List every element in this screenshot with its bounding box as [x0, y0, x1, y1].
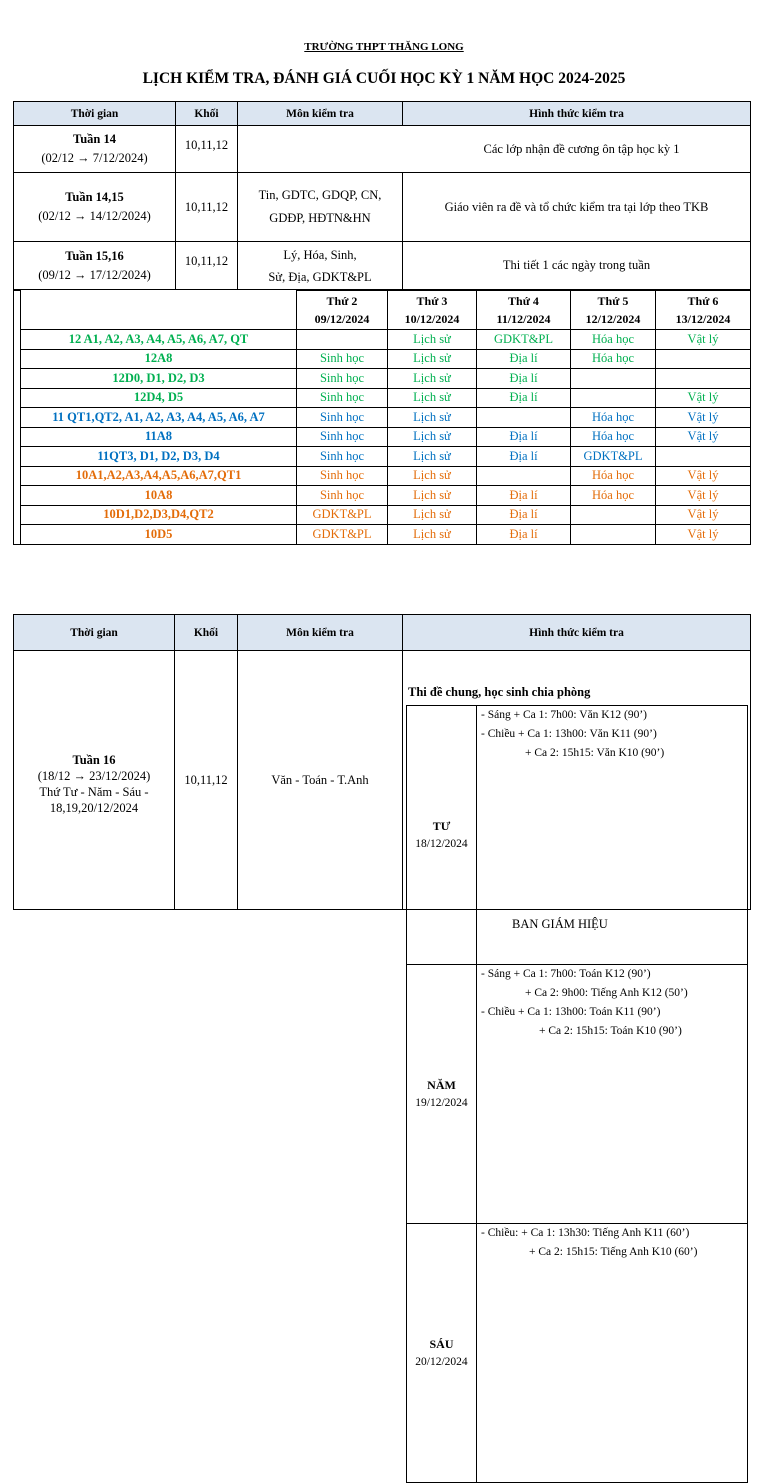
subject-cell: Vật lý [656, 408, 751, 428]
session-day-name: SÁU [429, 1337, 454, 1351]
subject-cell: Địa lí [477, 525, 571, 545]
session-row [407, 965, 748, 1224]
table-row [14, 427, 751, 447]
subject-cell: Vật lý [656, 486, 751, 506]
subject-cell: Sinh học [297, 427, 388, 447]
blank-cell [14, 291, 21, 330]
subject-cell: Lịch sử [388, 408, 477, 428]
session-table [406, 705, 748, 1483]
subject-cell: Lịch sử [388, 330, 477, 350]
session-row [407, 1224, 748, 1483]
day-name: Thứ 3 [416, 294, 448, 308]
subject-cell: Địa lí [477, 427, 571, 447]
blank-cell [14, 408, 21, 428]
subject-cell: GDKT&PL [477, 330, 571, 350]
day-date: 10/12/2024 [404, 312, 460, 326]
day-header [656, 291, 751, 330]
subject-cell [571, 369, 656, 389]
week16-row [14, 651, 751, 910]
header-form: Hình thức kiểm tra [403, 102, 751, 126]
day-header [571, 291, 656, 330]
day-header [297, 291, 388, 330]
subject-line: Sử, Địa, GDKT&PL [268, 269, 372, 284]
class-name: 12D4, D5 [21, 388, 297, 408]
grade-cell: 10,11,12 [176, 242, 238, 290]
table-row [14, 486, 751, 506]
subject-cell [571, 505, 656, 525]
blank-cell [14, 486, 21, 506]
subject-cell: Địa lí [477, 505, 571, 525]
subject-cell [477, 466, 571, 486]
session-line: + Ca 2: 15h15: Tiếng Anh K10 (60’) [529, 1246, 698, 1258]
session-day-name: NĂM [427, 1078, 456, 1092]
subject-cell: Lịch sử [388, 369, 477, 389]
week16-time-cell [14, 651, 175, 910]
subject-cell: Vật lý [656, 330, 751, 350]
day-date: 11/12/2024 [496, 312, 551, 326]
week-days: Thứ Tư - Năm - Sáu - [39, 785, 149, 799]
subject-cell: GDKT&PL [297, 505, 388, 525]
subject-cell: Vật lý [656, 505, 751, 525]
subject-cell [297, 330, 388, 350]
session-day [407, 1224, 477, 1483]
subject-cell [477, 408, 571, 428]
subject-cell: GDKT&PL [297, 525, 388, 545]
subject-cell: Vật lý [656, 525, 751, 545]
class-name: 11A8 [21, 427, 297, 447]
subject-cell: Địa lí [477, 447, 571, 467]
session-line: + Ca 2: 9h00: Tiếng Anh K12 (50’) [525, 987, 688, 999]
week-cell [14, 242, 176, 290]
class-name: 12 A1, A2, A3, A4, A5, A6, A7, QT [21, 330, 297, 350]
subject-cell: Văn - Toán - T.Anh [238, 651, 403, 910]
class-name: 10D1,D2,D3,D4,QT2 [21, 505, 297, 525]
day-date: 12/12/2024 [585, 312, 641, 326]
subject-cell: Lịch sử [388, 505, 477, 525]
week-label: Tuần 16 [72, 753, 116, 767]
subject-cell: Địa lí [477, 486, 571, 506]
session-day [407, 965, 477, 1224]
subject-cell: Địa lí [477, 369, 571, 389]
week-row [14, 173, 751, 242]
week-row [14, 126, 751, 173]
subject-cell: Lịch sử [388, 486, 477, 506]
subject-cell: Sinh học [297, 349, 388, 369]
page-title: LỊCH KIỂM TRA, ĐÁNH GIÁ CUỐI HỌC KỲ 1 NĂM HỌC 2024-2025 [142, 70, 626, 87]
grade-cell: 10,11,12 [176, 173, 238, 242]
subject-cell: Vật lý [656, 466, 751, 486]
blank-cell [14, 388, 21, 408]
table-row [14, 408, 751, 428]
day-header [388, 291, 477, 330]
subject-cell: Sinh học [297, 486, 388, 506]
class-name: 12A8 [21, 349, 297, 369]
class-name: 10A1,A2,A3,A4,A5,A6,A7,QT1 [21, 466, 297, 486]
class-rows [14, 330, 751, 545]
subject-cell: Sinh học [297, 369, 388, 389]
subject-cell: Hóa học [571, 330, 656, 350]
session-line: + Ca 2: 15h15: Toán K10 (90’) [539, 1025, 682, 1037]
subject-cell [238, 242, 403, 290]
session-day-date: 19/12/2024 [415, 1097, 468, 1109]
week-label: Tuần 14,15 [65, 190, 124, 204]
blank-cell [14, 447, 21, 467]
subject-cell [656, 369, 751, 389]
subject-cell: Sinh học [297, 447, 388, 467]
subject-cell: Sinh học [297, 466, 388, 486]
session-lines [477, 965, 748, 1224]
table-row [14, 447, 751, 467]
subject-line: Lý, Hóa, Sinh, [283, 247, 357, 262]
week-label: Tuần 15,16 [65, 248, 124, 263]
header-time: Thời gian [14, 615, 175, 651]
week-range: (02/12 → 14/12/2024) [38, 209, 151, 223]
subject-cell: Hóa học [571, 408, 656, 428]
subject-cell: Sinh học [297, 388, 388, 408]
day-name: Thứ 4 [508, 294, 539, 308]
class-schedule-table [13, 290, 751, 545]
day-name: Thứ 5 [597, 294, 629, 308]
session-day-date: 20/12/2024 [415, 1356, 468, 1368]
subject-cell: Lịch sử [388, 447, 477, 467]
blank-cell [14, 505, 21, 525]
subject-cell: Sinh học [297, 408, 388, 428]
blank-cell [14, 525, 21, 545]
table-row [14, 505, 751, 525]
subject-cell: Hóa học [571, 349, 656, 369]
session-line: + Ca 2: 15h15: Văn K10 (90’) [525, 747, 665, 759]
blank-cell [14, 427, 21, 447]
signature-label: BAN GIÁM HIỆU [512, 917, 608, 931]
blank-cell [14, 330, 21, 350]
blank-cell [14, 349, 21, 369]
day-header-row [14, 291, 751, 330]
blank-cell [14, 466, 21, 486]
session-line: - Chiều + Ca 1: 13h00: Văn K11 (90’) [481, 728, 657, 740]
form-title: Thi đề chung, học sinh chia phòng [408, 685, 591, 699]
week-range: (18/12 → 23/12/2024) [37, 769, 151, 783]
week-range: (02/12 → 7/12/2024) [41, 151, 148, 165]
session-day-name: TƯ [432, 819, 451, 833]
subject-cell: Vật lý [656, 427, 751, 447]
table-row [14, 369, 751, 389]
day-header [477, 291, 571, 330]
week-dates: 18,19,20/12/2024 [49, 801, 139, 815]
class-name: 11QT3, D1, D2, D3, D4 [21, 447, 297, 467]
form-cell: Thi tiết 1 các ngày trong tuần [403, 242, 751, 290]
subject-cell: Lịch sử [388, 349, 477, 369]
header-row [14, 102, 751, 126]
subject-cell: GDKT&PL [571, 447, 656, 467]
blank-cell [14, 369, 21, 389]
day-name: Thứ 6 [687, 294, 719, 308]
week-cell [14, 126, 176, 173]
table-row [14, 466, 751, 486]
subject-cell: Hóa học [571, 466, 656, 486]
subject-cell [656, 349, 751, 369]
schedule-overview-table [13, 101, 751, 290]
subject-cell: Lịch sử [388, 525, 477, 545]
school-name: TRƯỜNG THPT THĂNG LONG [304, 41, 464, 53]
day-name: Thứ 2 [326, 294, 358, 308]
header-subject: Môn kiểm tra [238, 102, 403, 126]
grade-cell: 10,11,12 [176, 126, 238, 173]
class-name: 10A8 [21, 486, 297, 506]
grade-cell: 10,11,12 [175, 651, 238, 910]
day-date: 09/12/2024 [314, 312, 370, 326]
class-name: 11 QT1,QT2, A1, A2, A3, A4, A5, A6, A7 [21, 408, 297, 428]
table-row [14, 525, 751, 545]
session-lines [477, 1224, 748, 1483]
class-name: 10D5 [21, 525, 297, 545]
week-row [14, 242, 751, 290]
week-range: (09/12 → 17/12/2024) [38, 267, 151, 282]
day-date: 13/12/2024 [675, 312, 731, 326]
header-time: Thời gian [14, 102, 176, 126]
header-subject: Môn kiểm tra [238, 615, 403, 651]
subject-line: Tin, GDTC, GDQP, CN, [258, 188, 382, 202]
subject-cell: Lịch sử [388, 427, 477, 447]
subject-cell [238, 173, 403, 242]
week-cell [14, 173, 176, 242]
header-form: Hình thức kiểm tra [403, 615, 751, 651]
blank-cell [21, 291, 297, 330]
class-name: 12D0, D1, D2, D3 [21, 369, 297, 389]
week-label: Tuần 14 [73, 132, 116, 146]
session-line: - Chiều: + Ca 1: 13h30: Tiếng Anh K11 (60’) [481, 1227, 690, 1239]
session-line: - Chiều + Ca 1: 13h00: Toán K11 (90’) [481, 1006, 661, 1018]
session-day-date: 18/12/2024 [415, 838, 468, 850]
table-row [14, 330, 751, 350]
form-cell: Giáo viên ra đề và tổ chức kiểm tra tại lớp theo TKB [403, 173, 751, 242]
subject-cell: Hóa học [571, 486, 656, 506]
subject-cell: Địa lí [477, 388, 571, 408]
subject-cell [571, 388, 656, 408]
subject-cell [656, 447, 751, 467]
subject-cell: Địa lí [477, 349, 571, 369]
session-line: - Sáng + Ca 1: 7h00: Toán K12 (90’) [481, 968, 651, 980]
subject-line: GDĐP, HĐTN&HN [269, 211, 371, 225]
header-row [14, 615, 751, 651]
table-row [14, 349, 751, 369]
header-grade: Khối [176, 102, 238, 126]
subject-cell [571, 525, 656, 545]
form-cell: Các lớp nhận đề cương ôn tập học kỳ 1 [238, 126, 751, 173]
subject-cell: Lịch sử [388, 388, 477, 408]
session-line: - Sáng + Ca 1: 7h00: Văn K12 (90’) [481, 709, 647, 721]
subject-cell: Vật lý [656, 388, 751, 408]
header-grade: Khối [175, 615, 238, 651]
subject-cell: Hóa học [571, 427, 656, 447]
session-day [407, 706, 477, 965]
subject-cell: Lịch sử [388, 466, 477, 486]
table-row [14, 388, 751, 408]
